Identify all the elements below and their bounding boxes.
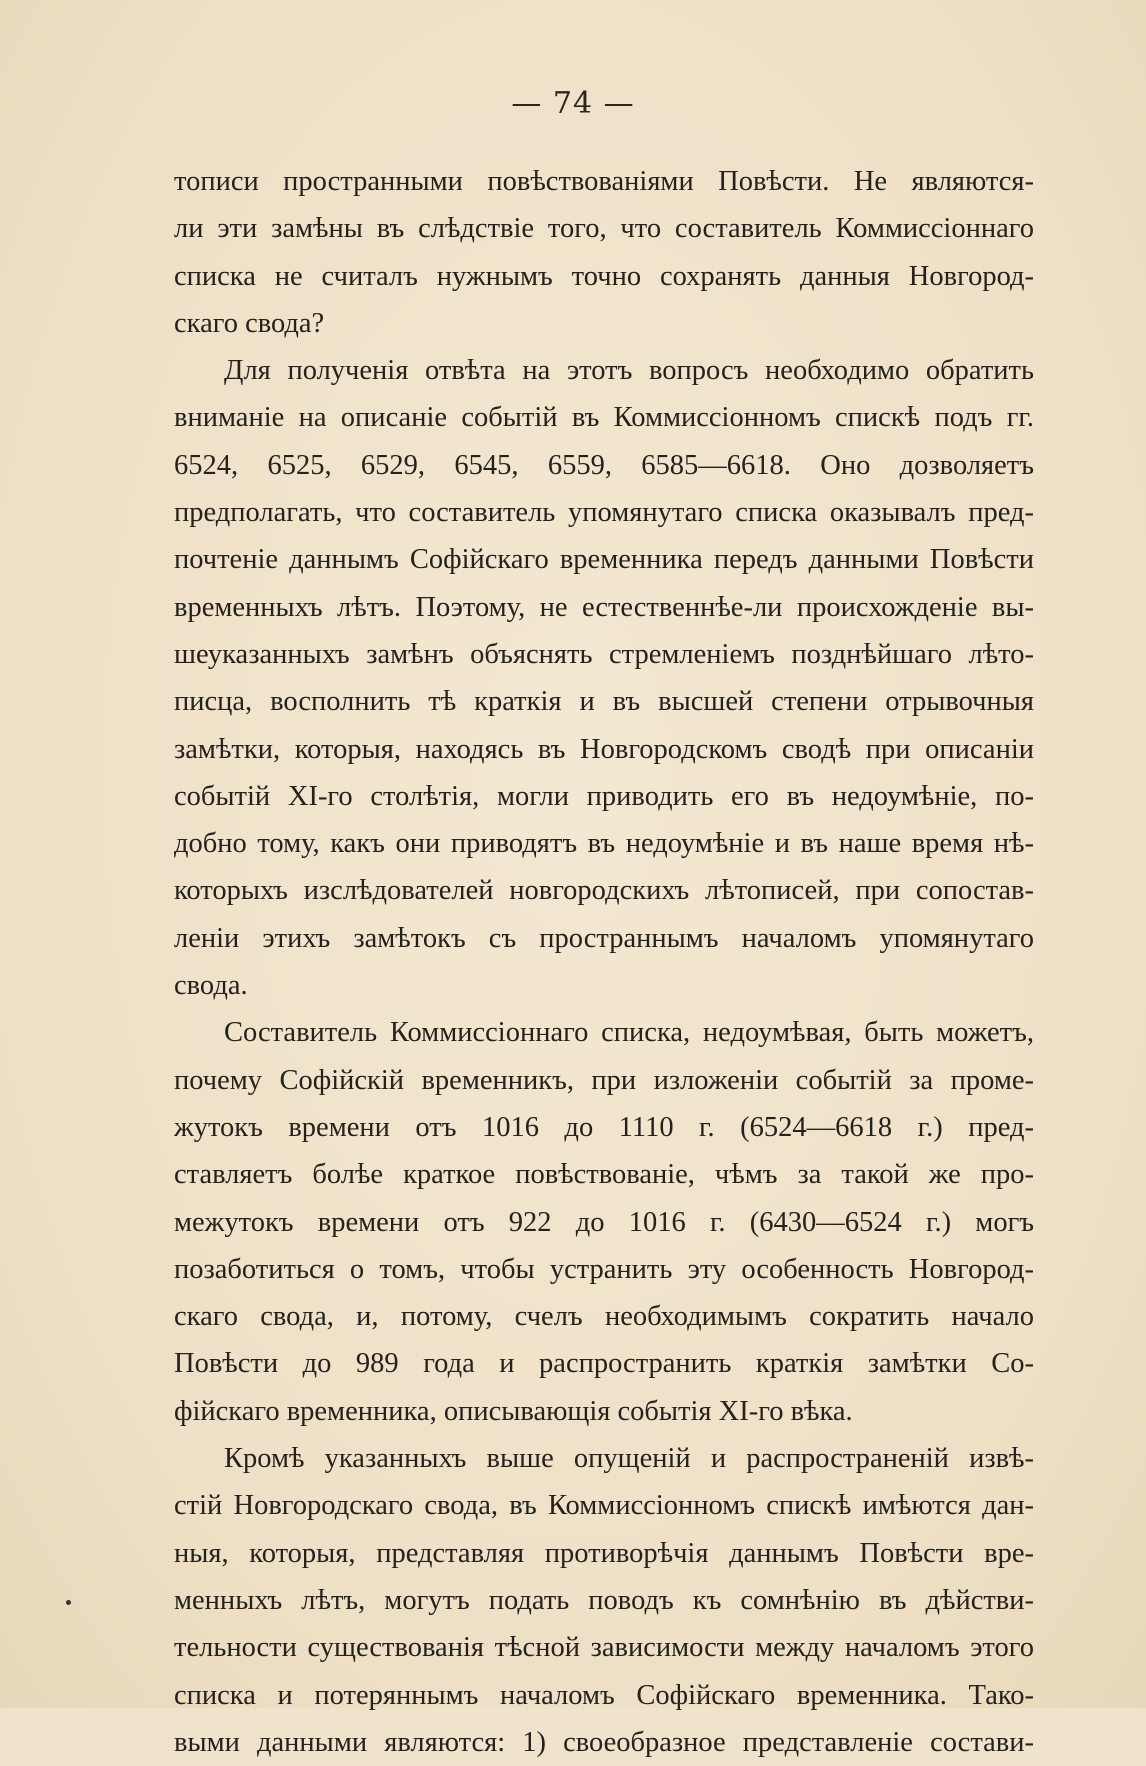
text-line: тельности существованія тѣсной зависимости между началомъ этого	[174, 1632, 1034, 1664]
text-line: 6524, 6525, 6529, 6545, 6559, 6585—6618. Оно дозволяетъ	[174, 449, 1034, 481]
text-line: леніи этихъ замѣтокъ съ пространнымъ началомъ упомянутаго	[174, 922, 1034, 954]
text-line: межутокъ времени отъ 922 до 1016 г. (6430—6524 г.) могъ	[174, 1206, 1034, 1238]
text-line: тописи пространными повѣствованіями Повѣсти. Не являются-	[174, 166, 1034, 197]
text-line: позаботиться о томъ, чтобы устранить эту особенность Новгород-	[174, 1253, 1034, 1285]
text-line: Кромѣ указанныхъ выше опущеній и распространеній извѣ-	[224, 1443, 1034, 1475]
text-line: предполагать, что составитель упомянутаго списка оказывалъ пред-	[174, 497, 1034, 529]
text-line: Для полученія отвѣта на этотъ вопросъ необходимо обратить	[224, 355, 1034, 387]
text-line: ли эти замѣны въ слѣдствіе того, что составитель Коммиссіоннаго	[174, 213, 1034, 245]
text-line: ставляетъ болѣе краткое повѣствованіе, чѣмъ за такой же про-	[174, 1159, 1034, 1191]
text-line: списка не считалъ нужнымъ точно сохранять данныя Новгород-	[174, 260, 1034, 292]
text-line: менныхъ лѣтъ, могутъ подать поводъ къ сомнѣнію въ дѣйстви-	[174, 1584, 1034, 1616]
text-line: выми данными являются: 1) своеобразное представленіе состави-	[174, 1726, 1034, 1758]
text-line: скаго свода?	[174, 307, 325, 339]
text-line: Повѣсти до 989 года и распространить краткія замѣтки Со-	[174, 1348, 1034, 1380]
text-line: писца, восполнить тѣ краткія и въ высшей степени отрывочныя	[174, 686, 1034, 718]
text-line: списка и потеряннымъ началомъ Софійскаго временника. Тако-	[174, 1679, 1034, 1711]
text-line: Составитель Коммиссіоннаго списка, недоумѣвая, быть можетъ,	[224, 1017, 1034, 1049]
text-line: шеуказанныхъ замѣнъ объяснять стремленіемъ позднѣйшаго лѣто-	[174, 638, 1034, 670]
text-line: ныя, которыя, представляя противорѣчія даннымъ Повѣсти вре-	[174, 1537, 1034, 1569]
text-line: добно тому, какъ они приводятъ въ недоумѣніе и въ наше время нѣ-	[174, 828, 1034, 860]
text-line: замѣтки, которыя, находясь въ Новгородскомъ сводѣ при описаніи	[174, 733, 1034, 765]
ink-speck	[66, 1600, 71, 1605]
text-line: почтеніе даннымъ Софійскаго временника передъ данными Повѣсти	[174, 544, 1034, 576]
text-line: свода.	[174, 970, 248, 1002]
text-line: жутокъ времени отъ 1016 до 1110 г. (6524—6618 г.) пред-	[174, 1111, 1034, 1143]
text-line: вниманіе на описаніе событій въ Коммиссіонномъ спискѣ подъ гг.	[174, 402, 1034, 434]
text-line: событій XI-го столѣтія, могли приводить его въ недоумѣніе, по-	[174, 780, 1034, 812]
text-line: стій Новгородскаго свода, въ Коммиссіонномъ спискѣ имѣются дан-	[174, 1490, 1034, 1522]
page-number: — 74 —	[511, 86, 635, 121]
text-line: почему Софійскій временникъ, при изложеніи событій за проме-	[174, 1064, 1034, 1096]
text-line: временныхъ лѣтъ. Поэтому, не естественнѣе-ли происхожденіе вы-	[174, 591, 1034, 623]
body-text	[174, 158, 1034, 1766]
text-line: скаго свода, и, потому, счелъ необходимымъ сократить начало	[174, 1301, 1034, 1333]
text-line: фійскаго временника, описывающія событія XI-го вѣка.	[174, 1395, 853, 1427]
text-line: которыхъ изслѣдователей новгородскихъ лѣтописей, при сопостав-	[174, 875, 1034, 907]
